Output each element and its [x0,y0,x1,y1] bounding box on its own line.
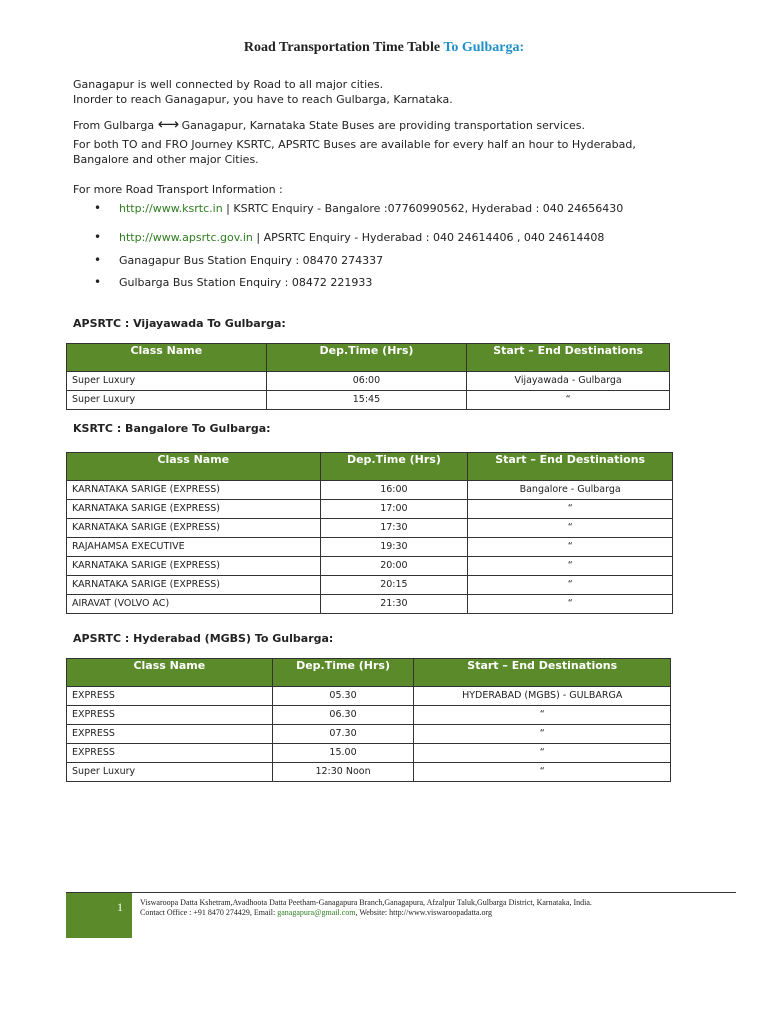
intro-paragraph-3: For both TO and FRO Journey KSRTC, APSRTC Buses are available for every half an hour to Hyderabad, Bangalore and other major Cities. [73,138,636,166]
email-link[interactable]: ganagapura@gmail.com [277,908,356,917]
table-row: EXPRESS 15.00 “ [67,744,671,763]
intro-paragraph-1: Ganagapur is well connected by Road to all major cities. Inorder to reach Ganagapur, you have to reach Gulbarga, Karnataka. [73,78,453,106]
column-header: Start – End Destinations [467,344,670,372]
more-info-label: For more Road Transport Information : [73,183,283,196]
apsrtc-link[interactable]: http://www.apsrtc.gov.in [119,231,253,244]
table-row: Super Luxury 12:30 Noon “ [67,763,671,782]
footer-address: Viswaroopa Datta Kshetram,Avadhoota Datta Peetham-Ganagapura Branch,Ganagapura, Afzalpur Taluk,Gulbarga District, Karnataka, India. Contact Office : +91 8470 274429, Email: ganagapura@gmail.com, Website: http://www.viswaroopadatta.org [140,898,592,917]
timetable [66,452,673,614]
title-accent: To Gulbarga: [443,40,525,55]
section-heading: APSRTC : Hyderabad (MGBS) To Gulbarga: [73,632,334,645]
column-header: Start – End Destinations [414,659,671,687]
section-heading: KSRTC : Bangalore To Gulbarga: [73,422,271,435]
column-header: Dep.Time (Hrs) [320,453,468,481]
list-item: • http://www.ksrtc.in | KSRTC Enquiry - Bangalore :07760990562, Hyderabad : 040 24656430 [73,201,623,216]
contact-list [73,201,623,290]
column-header: Start – End Destinations [468,453,673,481]
left-right-arrow-icon: ⟷ [157,115,179,133]
column-header: Dep.Time (Hrs) [272,659,414,687]
intro-paragraph-2: From Gulbarga ⟷ Ganagapur, Karnataka State Buses are providing transportation services. [73,115,585,133]
list-item: • Ganagapur Bus Station Enquiry : 08470 274337 [73,253,623,268]
table-row: KARNATAKA SARIGE (EXPRESS) 16:00 Bangalore - Gulbarga [67,481,673,500]
table-row: Super Luxury 15:45 “ [67,391,670,410]
section-heading: APSRTC : Vijayawada To Gulbarga: [73,317,286,330]
list-item: • http://www.apsrtc.gov.in | APSRTC Enquiry - Hyderabad : 040 24614406 , 040 24614408 [73,230,623,245]
table-row: KARNATAKA SARIGE (EXPRESS) 20:00 “ [67,557,673,576]
column-header: Dep.Time (Hrs) [266,344,467,372]
column-header: Class Name [67,453,321,481]
timetable [66,658,671,782]
table-row: EXPRESS 07.30 “ [67,725,671,744]
list-item: • Gulbarga Bus Station Enquiry : 08472 221933 [73,275,623,290]
table-row: KARNATAKA SARIGE (EXPRESS) 17:30 “ [67,519,673,538]
footer-divider [66,892,736,893]
table-row: KARNATAKA SARIGE (EXPRESS) 17:00 “ [67,500,673,519]
table-row: Super Luxury 06:00 Vijayawada - Gulbarga [67,372,670,391]
column-header: Class Name [67,659,273,687]
table-row: KARNATAKA SARIGE (EXPRESS) 20:15 “ [67,576,673,595]
page-title [0,40,768,56]
ksrtc-link[interactable]: http://www.ksrtc.in [119,202,223,215]
table-row: EXPRESS 06.30 “ [67,706,671,725]
table-row: RAJAHAMSA EXECUTIVE 19:30 “ [67,538,673,557]
timetable [66,343,670,410]
title-text: Road Transportation Time Table [243,40,441,55]
column-header: Class Name [67,344,267,372]
page-number: 1 [117,900,123,914]
table-row: AIRAVAT (VOLVO AC) 21:30 “ [67,595,673,614]
table-row: EXPRESS 05.30 HYDERABAD (MGBS) - GULBARGA [67,687,671,706]
